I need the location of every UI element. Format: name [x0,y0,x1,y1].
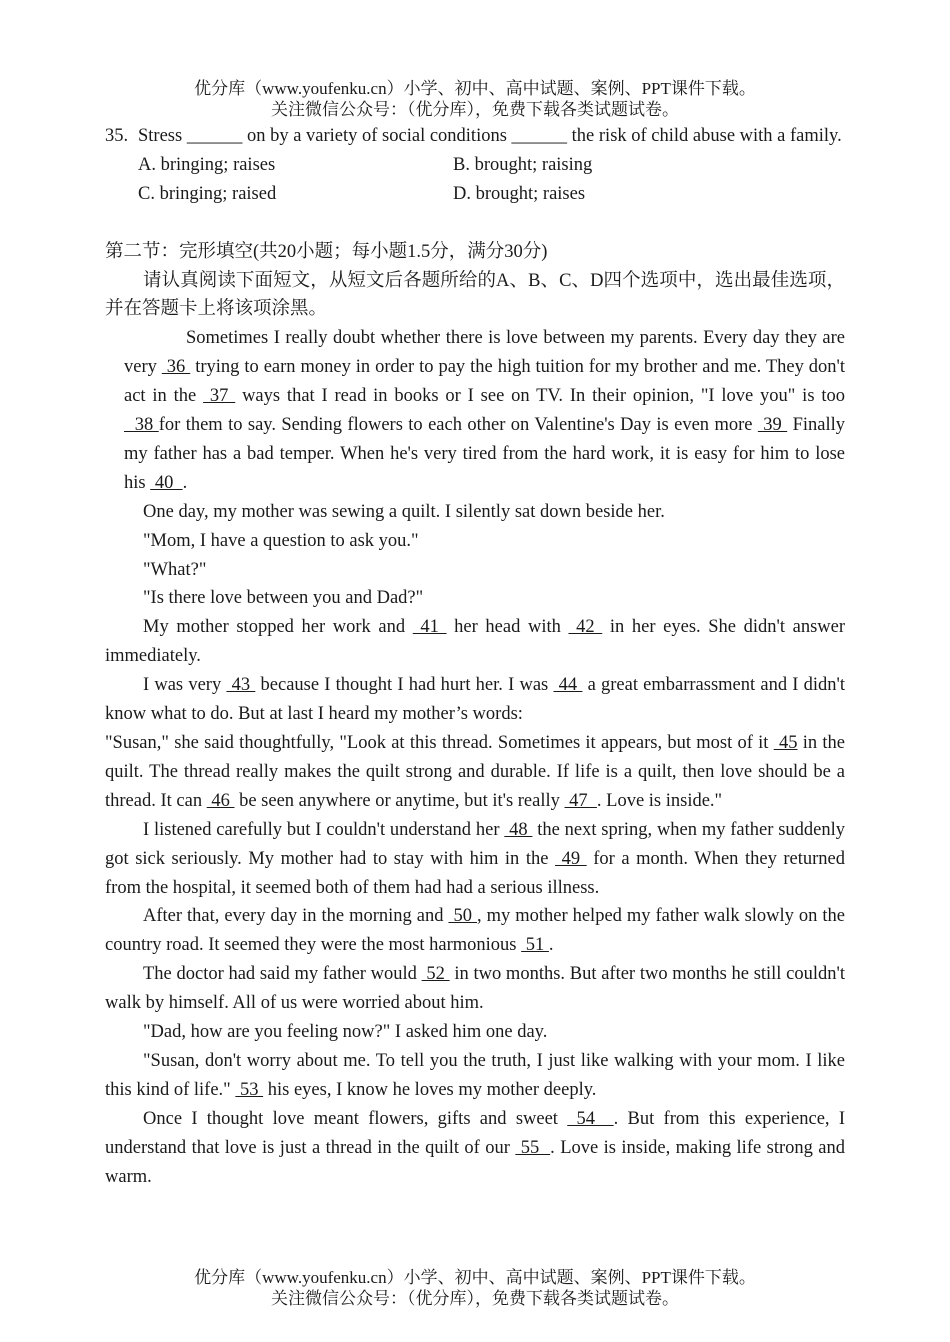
blank-number: 40 [150,472,183,493]
passage-paragraph: "Is there love between you and Dad?" [143,588,424,609]
blank-number: 39 [757,415,788,436]
option-b: B. brought; raising [453,154,593,175]
passage-text: . [182,472,188,493]
passage-paragraph [105,1047,845,1105]
page-header [0,78,950,120]
page-content [105,122,845,1192]
passage-text: Once I thought love meant flowers, gifts and sweet [143,1108,568,1129]
passage-paragraph [105,902,845,960]
option-a: A. bringing; raises [138,154,276,175]
blank-number: 42 [568,617,603,638]
passage-text: trying to earn money in order to pay the high tuition for my brother and me. They don't act in the [124,357,846,407]
passage-text: After that, every day in the morning and [143,906,449,927]
passage-text: the next spring, when my father suddenly got sick seriously. My mother had to stay with him in the [105,819,846,869]
blank-number: 46 [206,790,235,811]
passage-text: in her eyes. She didn't answer immediately. [105,617,846,667]
passage-text: Sometimes I really doubt whether there is love between my parents. Every day they are very [124,328,845,378]
blank-number: 54 [567,1108,614,1129]
option-d: D. brought; raises [453,183,586,204]
passage-paragraph: "What?" [143,559,207,580]
blank-number: 51 [521,935,549,956]
blank-number: 45 [773,733,798,754]
blank-number: 36 [161,357,191,378]
section-spacer [105,209,845,238]
blank-number: 47 [564,790,597,811]
passage-text: My mother stopped her work and [143,617,413,638]
passage-text: . Love is inside, making life strong and warm. [105,1137,846,1187]
question-number: 35. [105,126,129,146]
passage-text: , my mother helped my father walk slowly on the country road. It seemed they were the most harmonious [105,906,846,956]
passage-text: for a month. When they returned from the hospital, it seemed both of them had had a serious illness. [105,848,846,898]
passage-paragraph: One day, my mother was sewing a quilt. I silently sat down beside her. [143,501,665,522]
passage-text: The doctor had said my father would [143,964,422,985]
passage-text: . But from this experience, I understand that love is just a thread in the quilt of our [105,1108,846,1158]
passage-paragraph [105,671,845,729]
passage-paragraph [105,613,845,671]
footer-line-1: 优分库（www.youfenku.cn）小学、初中、高中试题、案例、PPT课件下载。 [194,1268,756,1287]
blank-number: 41 [412,617,447,638]
blank-number: 44 [553,675,583,696]
question-35 [105,122,845,209]
passage-paragraph [105,1105,845,1192]
section-title: 第二节：完形填空(共20小题；每小题1.5分，满分30分) [105,241,548,262]
passage-text: "Susan, don't worry about me. To tell you the truth, I just like walking with your mom. I like this kind of life." [105,1050,845,1100]
passage-paragraph: "Dad, how are you feeling now?" I asked him one day. [143,1022,548,1043]
question-stem: Stress ______ on by a variety of social conditions ______ the risk of child abuse with a family. [138,126,842,146]
passage-text: a great embarrassment and I didn't know what to do. But at last I heard my mother’s words: [105,675,846,725]
passage-text: because I thought I had hurt her. I was [255,675,554,696]
passage-text: in the quilt. The thread really makes the quilt strong and durable. If life is a quilt, then love should be a thread. It can [105,733,845,811]
blank-number: 38 [124,415,159,436]
passage-text: be seen anywhere or anytime, but it's really [234,790,565,811]
passage-text: his eyes, I know he loves my mother deeply. [263,1079,597,1100]
passage-paragraph: "Mom, I have a question to ask you." [143,530,419,551]
blank-number: 55 [515,1137,551,1158]
passage-text: Finally my father has a bad temper. When he's very tired from the hard work, it is easy for him to lose his [124,415,846,493]
blank-number: 50 [448,906,477,927]
header-line-2: 关注微信公众号：（优分库），免费下载各类试题试卷。 [271,100,679,119]
blank-number: 52 [421,964,450,985]
passage-text: ways that I read in books or I see on TV. In their opinion, "I love you" is too [235,386,845,407]
passage-text: I listened carefully but I couldn't understand her [143,819,505,840]
passage-text: for them to say. Sending flowers to each other on Valentine's Day is even more [158,415,758,436]
header-line-1: 优分库（www.youfenku.cn）小学、初中、高中试题、案例、PPT课件下载。 [194,79,756,98]
blank-number: 37 [203,386,236,407]
option-c: C. bringing; raised [138,183,277,204]
passage-text: in two months. But after two months he still couldn't walk by himself. All of us were worried about him. [105,964,846,1014]
passage-text: "Susan," she said thoughtfully, "Look at this thread. Sometimes it appears, but most of it [105,733,774,754]
blank-number: 43 [226,675,256,696]
page-footer [0,1267,950,1309]
passage-text: . [548,935,554,956]
passage-paragraph [105,960,845,1018]
blank-number: 49 [555,848,587,869]
blank-number: 48 [504,819,533,840]
footer-line-2: 关注微信公众号：（优分库），免费下载各类试题试卷。 [271,1289,679,1308]
passage-paragraph [105,324,845,497]
passage-text: her head with [446,617,569,638]
answer-options [138,151,845,209]
section-instruction: 请认真阅读下面短文，从短文后各题所给的A、B、C、D四个选项中，选出最佳选项，并在答题卡上将该项涂黑。 [105,270,845,320]
passage-text: I was very [143,675,227,696]
passage-paragraph [105,816,845,903]
passage-paragraph [105,729,845,816]
blank-number: 53 [235,1079,264,1100]
passage-text: . Love is inside." [596,790,723,811]
